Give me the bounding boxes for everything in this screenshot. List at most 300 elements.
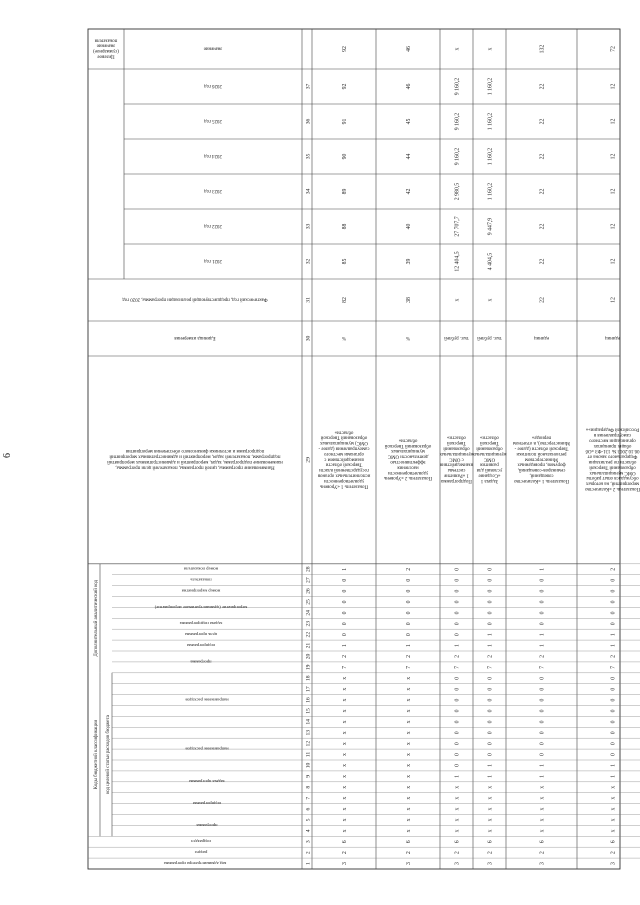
header-expense-code: код целевой статьи расходов бюджета (106, 715, 111, 794)
row-year-value: 9 447,9 (487, 217, 494, 236)
row-year-value: 46 (406, 83, 412, 90)
code-cell: 0 (539, 676, 546, 680)
code-cell: х (406, 709, 412, 713)
code-cell: 0 (487, 622, 494, 626)
code-cell: 7 (406, 665, 412, 669)
code-cell: х (610, 829, 617, 833)
code-cell: 0 (610, 720, 617, 724)
row-name: ОМС муниципальных (589, 469, 636, 475)
row-unit: % (341, 334, 347, 340)
code-cell: 0 (487, 578, 494, 582)
column-number: 22 (305, 631, 312, 638)
header-expense-part: направление расходов (185, 746, 229, 752)
column-number: 20 (305, 653, 312, 660)
code-cell: х (454, 785, 461, 789)
row-name: эффективностью (390, 459, 426, 464)
header-analytic-part: задача подпрограммы (179, 621, 223, 627)
row-year-value: 1 160,2 (487, 77, 494, 96)
row-name: Тверской области (325, 461, 363, 467)
row-year-value: 44 (406, 153, 412, 160)
row-name: муниципальных (391, 448, 425, 454)
code-cell: 0 (342, 622, 348, 626)
column-number: 8 (305, 785, 312, 789)
code-cell: 2 (610, 654, 617, 658)
column-number: 16 (305, 697, 312, 703)
column-number: 35 (305, 153, 312, 160)
code-cell: 0 (487, 567, 494, 571)
row-fact: 22 (539, 297, 546, 303)
code-cell: 0 (539, 611, 546, 615)
column-number: 30 (305, 335, 312, 342)
code-cell: 1 (610, 763, 617, 767)
code-cell: 1 (539, 763, 546, 767)
code-cell: 1 (610, 644, 617, 648)
row-name: населения (397, 464, 419, 470)
code-cell: х (406, 785, 412, 789)
row-year-value: 9 160,2 (454, 147, 461, 166)
code-cell: х (342, 774, 348, 778)
code-cell: х (406, 676, 412, 680)
code-cell: х (406, 687, 412, 691)
row-year-value: 89 (342, 188, 348, 195)
row-name: области» (480, 434, 499, 440)
code-cell: 3 (487, 862, 494, 866)
header-expense-part: подпрограмма (192, 801, 222, 806)
header-final-group: Целевое (97, 53, 115, 59)
code-cell: х (487, 829, 494, 833)
code-cell: х (342, 763, 348, 767)
code-cell: х (610, 785, 617, 789)
row-name: муниципальных (439, 450, 474, 456)
row-name: самоуправления (далее - (318, 445, 370, 451)
row-year-value: 40 (406, 223, 412, 230)
code-cell: 0 (539, 753, 546, 757)
code-cell: х (487, 807, 494, 811)
code-cell: 6 (487, 840, 494, 844)
code-cell: 0 (454, 676, 461, 680)
row-final: х (487, 47, 494, 51)
column-number: 23 (305, 620, 312, 627)
row-name: с ОМС (449, 456, 464, 462)
code-cell: 1 (406, 644, 412, 648)
code-cell: 6 (539, 840, 546, 844)
code-cell: х (342, 731, 348, 735)
column-number: 29 (305, 457, 312, 463)
row-name: Министерством (524, 456, 559, 462)
code-cell: х (342, 742, 348, 746)
code-cell: 0 (610, 611, 617, 615)
code-cell: 1 (454, 774, 461, 778)
code-cell: 0 (454, 589, 461, 593)
code-cell: х (342, 807, 348, 811)
code-cell: 0 (487, 698, 494, 702)
row-name: 06.10.2003 № 131-ФЗ «Об (585, 448, 640, 454)
code-cell: 0 (487, 709, 494, 713)
code-cell: х (406, 731, 412, 735)
code-cell: 6 (610, 840, 617, 844)
row-fact: 38 (406, 297, 412, 303)
header-analytic-part: мероприятие (административное мероприятие) (154, 604, 248, 610)
header-name-col: наименование подпрограмм, задач, мероприятий и административных мероприятий (107, 459, 283, 464)
row-name: Показатель 1 «Уровень (320, 483, 368, 489)
header-fact: Фактический год, предшествующий реализации программы, 2020 год (122, 296, 268, 302)
header-analytic-code: Дополнительный аналитический код (94, 579, 99, 657)
column-number: 14 (305, 719, 312, 725)
code-cell: 2 (406, 851, 412, 855)
column-number: 1 (305, 862, 312, 865)
header-year: 2025 год (204, 117, 222, 123)
row-name: Показатель 2 «Уровень (384, 475, 432, 481)
code-cell: 0 (539, 578, 546, 582)
row-name: общих принципах (593, 442, 632, 448)
code-cell: х (539, 785, 546, 789)
row-name: удовлетворенности (387, 469, 429, 475)
code-cell: 2 (406, 654, 412, 658)
code-cell: х (342, 818, 348, 822)
header-section: раздел (194, 850, 208, 856)
code-cell: х (406, 698, 412, 702)
row-name: области по реализации (588, 459, 637, 464)
code-cell: 0 (539, 698, 546, 702)
code-cell: х (342, 698, 348, 702)
code-cell: х (406, 829, 412, 833)
row-name: Российской Федерации»» (585, 426, 640, 432)
row-unit: единиц (604, 334, 621, 340)
code-cell: 0 (454, 622, 461, 626)
code-cell: 0 (454, 753, 461, 757)
header-year: 2023 год (204, 187, 222, 193)
row-name: самоуправления в (593, 432, 632, 437)
row-name: взаимодействия (439, 461, 474, 467)
column-number: 3 (305, 840, 312, 844)
column-number: 10 (305, 762, 312, 769)
code-cell: 0 (539, 589, 546, 593)
code-cell: 3 (342, 862, 348, 866)
code-cell: 1 (539, 644, 546, 648)
code-cell: 2 (406, 567, 412, 571)
row-name: органами местного (324, 450, 364, 456)
code-cell: 0 (539, 687, 546, 691)
code-cell: х (487, 785, 494, 789)
header-analytic-part: номер показателя (183, 566, 219, 572)
row-name: муниципальных (472, 450, 507, 456)
code-cell: 0 (454, 698, 461, 702)
code-cell: 7 (610, 665, 617, 669)
row-name: образований (476, 445, 503, 451)
code-cell: 0 (610, 731, 617, 735)
column-number: 18 (305, 675, 312, 682)
code-cell: 0 (454, 687, 461, 691)
row-name: деятельности ОМС (387, 453, 429, 459)
column-number: 24 (305, 610, 312, 616)
row-fact: х (454, 298, 461, 302)
row-name: ОМС) муниципальных (320, 440, 368, 446)
code-cell: х (406, 796, 412, 800)
code-cell: 0 (610, 698, 617, 702)
code-cell: 1 (487, 644, 494, 648)
code-cell: х (342, 829, 348, 833)
row-year-value: 1 160,2 (487, 147, 494, 166)
column-number: 4 (305, 829, 312, 833)
row-name: Показатель 1 «Количество (514, 477, 569, 483)
code-cell: 0 (487, 731, 494, 735)
code-cell: 0 (406, 589, 412, 593)
code-cell: 1 (487, 763, 494, 767)
code-cell: 2 (610, 851, 617, 855)
code-cell: х (406, 818, 412, 822)
code-cell: х (406, 742, 412, 746)
code-cell: 6 (406, 840, 412, 844)
code-cell: 2 (342, 851, 348, 855)
code-cell: 2 (610, 567, 617, 571)
code-cell: 0 (342, 600, 348, 604)
code-cell: 0 (454, 731, 461, 735)
row-name: исполнительных органов (317, 472, 371, 478)
code-cell: 0 (342, 578, 348, 582)
code-cell: 3 (406, 862, 412, 866)
row-year-value: 22 (539, 258, 546, 265)
column-number: 6 (305, 807, 312, 811)
code-cell: 7 (454, 665, 461, 669)
code-cell: х (487, 818, 494, 822)
code-cell: 2 (454, 851, 461, 855)
code-cell: х (454, 807, 461, 811)
code-cell: 0 (454, 578, 461, 582)
row-final: 72 (610, 46, 617, 52)
column-number: 33 (305, 223, 312, 230)
code-cell: 0 (454, 633, 461, 637)
code-cell: 0 (610, 687, 617, 691)
code-cell: 2 (487, 654, 494, 658)
header-name-col: подпрограмм и источники финансового обеспечения мероприятия (125, 448, 265, 454)
code-cell: 0 (454, 709, 461, 713)
row-final: 92 (342, 46, 348, 52)
row-name: области» (447, 434, 466, 440)
row-final: 132 (539, 44, 546, 54)
code-cell: 1 (342, 644, 348, 648)
row-year-value: 22 (539, 83, 546, 90)
code-cell: 1 (539, 567, 546, 571)
header-final-group: (суммарное) (93, 48, 119, 54)
code-cell: 0 (610, 578, 617, 582)
code-cell: 0 (539, 600, 546, 604)
code-cell: 0 (487, 589, 494, 593)
code-cell: 0 (454, 720, 461, 724)
code-cell: х (342, 753, 348, 757)
column-number: 12 (305, 740, 312, 747)
header-expense-part: программа (196, 822, 218, 828)
code-cell: 2 (539, 654, 546, 658)
header-analytic-part: номер мероприятия (181, 588, 221, 594)
row-name: семинаров-совещаний, (517, 467, 566, 473)
row-fact: 12 (610, 297, 617, 303)
code-cell: х (454, 796, 461, 800)
row-fact: 82 (342, 297, 348, 303)
row-name: образований Тверской (589, 464, 636, 470)
row-year-value: 39 (406, 258, 412, 265)
code-cell: 3 (454, 862, 461, 866)
row-name: области» (334, 429, 354, 435)
header-analytic-part: подпрограмма (186, 642, 216, 648)
code-cell: 0 (454, 742, 461, 746)
row-year-value: 12 (610, 188, 617, 195)
row-year-value: 27 707,7 (454, 216, 461, 237)
code-cell: х (610, 818, 617, 822)
code-cell: 0 (610, 676, 617, 680)
header-unit: Единица измерения (174, 334, 216, 340)
row-name: 1 «Развитие (444, 472, 469, 478)
column-number: 11 (305, 751, 312, 758)
code-cell: 6 (342, 840, 348, 844)
code-cell: х (342, 676, 348, 680)
code-cell: 0 (487, 753, 494, 757)
row-name: системы (447, 467, 466, 473)
code-cell: х (539, 807, 546, 811)
code-cell: 1 (342, 567, 348, 571)
code-cell: 7 (539, 665, 546, 669)
row-year-value: 12 (610, 153, 617, 160)
code-cell: 3 (539, 862, 546, 866)
code-cell: 2 (539, 851, 546, 855)
row-name: взаимодействием с (324, 456, 364, 462)
row-year-value: 12 (610, 83, 617, 90)
header-subsection: подраздел (191, 839, 211, 845)
code-cell: 0 (406, 633, 412, 637)
code-cell: х (454, 818, 461, 822)
code-cell: х (406, 774, 412, 778)
row-year-value: 45 (406, 118, 412, 125)
code-cell: 1 (454, 644, 461, 648)
header-final-group: значение (96, 42, 116, 48)
code-cell: 0 (487, 687, 494, 691)
row-year-value: 12 (610, 118, 617, 125)
code-cell: 1 (539, 633, 546, 637)
header-final-group: показателя (94, 37, 118, 43)
row-name: Министерство), в отчетном (512, 440, 571, 446)
column-number: 5 (305, 818, 312, 822)
header-year: 2022 год (204, 222, 222, 228)
code-cell: 2 (487, 851, 494, 855)
row-fact: х (487, 298, 494, 302)
row-name: организации местного (589, 437, 636, 443)
code-cell: 0 (406, 600, 412, 604)
row-year-value: 92 (342, 83, 348, 90)
code-cell: 0 (539, 731, 546, 735)
code-cell: 7 (342, 665, 348, 669)
row-year-value: 85 (342, 258, 348, 265)
code-cell: х (610, 807, 617, 811)
column-number: 32 (305, 258, 312, 265)
code-cell: 0 (539, 742, 546, 746)
code-cell: 6 (454, 840, 461, 844)
row-year-value: 12 404,5 (454, 251, 461, 272)
row-year-value: 22 (539, 188, 546, 195)
column-number: 34 (305, 188, 312, 195)
code-cell: 0 (610, 589, 617, 593)
row-name: совещаний, (529, 472, 554, 478)
row-unit: % (405, 334, 411, 340)
row-year-value: 9 160,2 (454, 77, 461, 96)
code-cell: 0 (539, 622, 546, 626)
row-year-value: 12 (610, 258, 617, 265)
row-name: образований Тверской (320, 434, 368, 440)
code-cell: 0 (610, 622, 617, 626)
row-final: 46 (406, 46, 412, 52)
row-name: Подпрограмма (441, 477, 472, 483)
header-year: 2024 год (204, 152, 222, 158)
code-cell: 0 (610, 753, 617, 757)
code-cell: х (487, 796, 494, 800)
code-cell: 0 (406, 622, 412, 626)
row-year-value: 1 160,2 (487, 112, 494, 131)
header-analytic-part: программа (190, 659, 212, 665)
header-budget-codes: Коды бюджетной классификации (94, 719, 99, 790)
code-cell: 0 (454, 567, 461, 571)
row-year-value: 22 (539, 153, 546, 160)
code-cell: 0 (406, 578, 412, 582)
row-unit: тыс. рублей (444, 334, 469, 340)
code-cell: 0 (539, 709, 546, 713)
code-cell: 1 (610, 774, 617, 778)
header-year: 2026 год (204, 82, 222, 88)
row-name: образований Тверской (384, 442, 432, 448)
row-unit: тыс. рублей (477, 334, 502, 340)
row-final: х (454, 47, 461, 51)
code-cell: 0 (342, 589, 348, 593)
code-cell: х (342, 785, 348, 789)
row-year-value: 22 (539, 118, 546, 125)
code-cell: 2 (342, 654, 348, 658)
column-number: 26 (305, 588, 312, 594)
code-cell: 0 (342, 633, 348, 637)
row-year-value: 90 (342, 153, 348, 160)
row-name: Задача 1 (480, 477, 499, 483)
row-year-value: 42 (406, 188, 412, 195)
row-name: Тверской (479, 440, 500, 446)
column-number: 37 (305, 83, 312, 90)
row-year-value: 2 980,5 (454, 182, 461, 201)
row-name: образований (443, 445, 470, 451)
row-year-value: 4 404,5 (487, 252, 494, 271)
row-name: развития (480, 461, 499, 467)
code-cell: 7 (487, 665, 494, 669)
header-expense-part: направление расходов (185, 697, 229, 703)
code-cell: х (539, 818, 546, 822)
row-year-value: 12 (610, 223, 617, 230)
header-admin-code: код администратора программы (163, 860, 227, 866)
code-cell: 2 (454, 654, 461, 658)
code-cell: 0 (454, 763, 461, 767)
code-cell: х (406, 807, 412, 811)
row-name: региональной политики (516, 450, 567, 456)
row-name: «Создание (478, 472, 501, 478)
row-name: Показатель 2 «Количество (585, 486, 640, 491)
header-expense-part: задача программы (189, 779, 225, 785)
column-number: 31 (305, 297, 312, 303)
row-name: периоде» (531, 434, 552, 440)
row-name: Тверской области (далее - (514, 445, 569, 451)
column-number: 19 (305, 664, 312, 671)
code-cell: х (342, 709, 348, 713)
column-number: 36 (305, 118, 312, 125)
code-cell: х (539, 796, 546, 800)
code-cell: х (610, 796, 617, 800)
code-cell: 0 (487, 611, 494, 615)
row-name: удовлетворенности (323, 477, 365, 483)
header-analytic-part: цель программы (184, 632, 218, 638)
code-cell: 0 (454, 600, 461, 604)
column-number: 17 (305, 686, 312, 692)
